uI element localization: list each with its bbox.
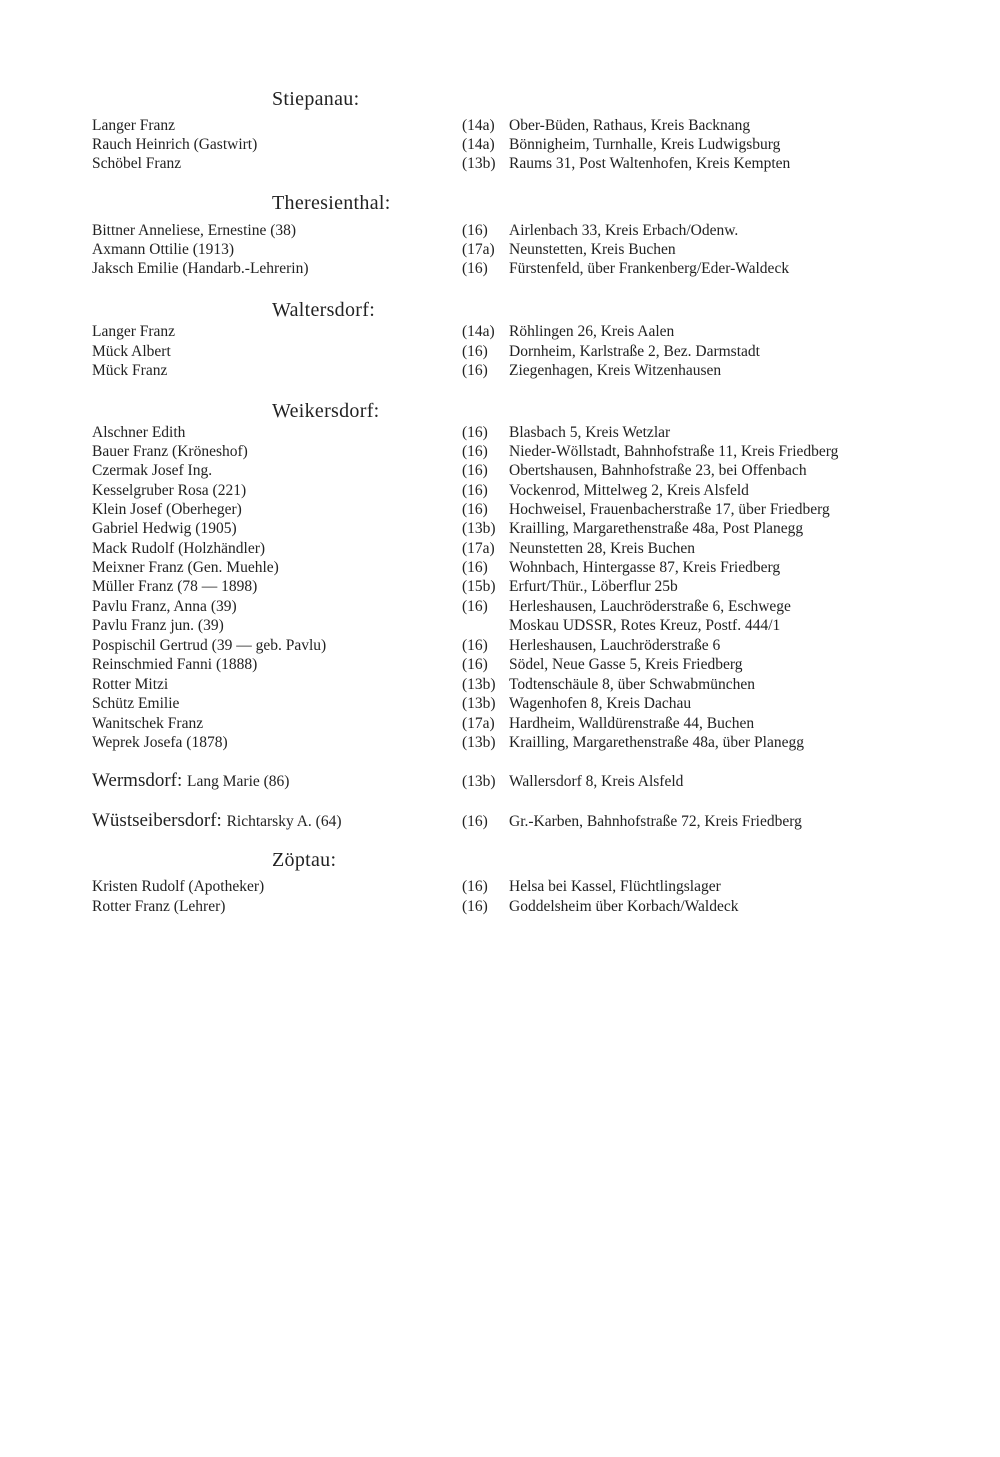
entry-name: Lang Marie (86) <box>187 773 290 790</box>
entry-name: Mück Albert <box>92 343 171 360</box>
entry-zone-code: (16) <box>462 424 488 441</box>
entry-row <box>0 578 1000 598</box>
entry-row <box>0 617 1000 637</box>
entry-address: Blasbach 5, Kreis Wetzlar <box>509 424 671 441</box>
entry-name: Richtarsky A. (64) <box>226 813 342 830</box>
entry-row <box>0 676 1000 696</box>
entry-zone-code: (16) <box>462 482 488 499</box>
entry-name: Pospischil Gertrud (39 — geb. Pavlu) <box>92 637 327 654</box>
entry-row <box>0 656 1000 676</box>
entry-zone-code: (13b) <box>462 155 496 172</box>
entry-zone-code: (16) <box>462 443 488 460</box>
entry-row <box>0 715 1000 735</box>
entry-name: Müller Franz (78 — 1898) <box>92 578 258 595</box>
section-heading-theresienthal: Theresienthal: <box>272 192 391 214</box>
entry-row <box>0 424 1000 444</box>
entry-zone-code: (16) <box>462 260 488 277</box>
entry-name: Pavlu Franz, Anna (39) <box>92 598 237 615</box>
entry-address: Hardheim, Walldürenstraße 44, Buchen <box>509 715 755 732</box>
entry-name: Czermak Josef Ing. <box>92 462 213 479</box>
entry-zone-code: (16) <box>462 813 488 830</box>
entry-address: Fürstenfeld, über Frankenberg/Eder-Waldeck <box>509 260 790 277</box>
entry-address: Herleshausen, Lauchröderstraße 6, Eschwege <box>509 598 791 615</box>
entry-name: Weprek Josefa (1878) <box>92 734 228 751</box>
entry-zone-code: (16) <box>462 878 488 895</box>
entry-address: Wohnbach, Hintergasse 87, Kreis Friedberg <box>509 559 781 576</box>
entry-name: Alschner Edith <box>92 424 186 441</box>
entry-row <box>0 260 1000 280</box>
section-heading-zoeptau: Zöptau: <box>272 849 337 871</box>
entry-row-wermsdorf <box>0 770 1000 793</box>
entry-zone-code: (13b) <box>462 734 496 751</box>
entry-row <box>0 443 1000 463</box>
entry-row <box>0 501 1000 521</box>
inline-place-heading <box>92 770 289 792</box>
entry-name: Klein Josef (Oberheger) <box>92 501 242 518</box>
entry-zone-code: (14a) <box>462 323 495 340</box>
entry-address: Gr.-Karben, Bahnhofstraße 72, Kreis Friedberg <box>509 813 802 830</box>
entry-address: Moskau UDSSR, Rotes Kreuz, Postf. 444/1 <box>509 617 781 634</box>
entry-address: Raums 31, Post Waltenhofen, Kreis Kempten <box>509 155 791 172</box>
place-name: Wermsdorf: <box>92 770 183 791</box>
entry-row <box>0 598 1000 618</box>
entry-row <box>0 155 1000 175</box>
entry-address: Neunstetten 28, Kreis Buchen <box>509 540 695 557</box>
entry-address: Ziegenhagen, Kreis Witzenhausen <box>509 362 722 379</box>
entry-name: Kesselgruber Rosa (221) <box>92 482 247 499</box>
entry-zone-code: (13b) <box>462 695 496 712</box>
entry-address: Obertshausen, Bahnhofstraße 23, bei Offenbach <box>509 462 807 479</box>
entry-address: Dornheim, Karlstraße 2, Bez. Darmstadt <box>509 343 760 360</box>
entry-address: Bönnigheim, Turnhalle, Kreis Ludwigsburg <box>509 136 781 153</box>
entry-address: Neunstetten, Kreis Buchen <box>509 241 676 258</box>
entry-address: Erfurt/Thür., Löberflur 25b <box>509 578 678 595</box>
entry-zone-code: (16) <box>462 559 488 576</box>
entry-zone-code: (16) <box>462 598 488 615</box>
entry-name: Wanitschek Franz <box>92 715 204 732</box>
entry-name: Pavlu Franz jun. (39) <box>92 617 224 634</box>
place-name: Wüstseibersdorf: <box>92 810 222 831</box>
entry-row <box>0 117 1000 137</box>
entry-name: Rauch Heinrich (Gastwirt) <box>92 136 258 153</box>
entry-row-wuestseibersdorf <box>0 810 1000 833</box>
entry-zone-code: (15b) <box>462 578 496 595</box>
entry-name: Jaksch Emilie (Handarb.-Lehrerin) <box>92 260 309 277</box>
entry-name: Schütz Emilie <box>92 695 180 712</box>
entry-name: Langer Franz <box>92 323 176 340</box>
entry-name: Rotter Franz (Lehrer) <box>92 898 226 915</box>
entry-name: Axmann Ottilie (1913) <box>92 241 235 258</box>
entry-address: Södel, Neue Gasse 5, Kreis Friedberg <box>509 656 743 673</box>
entry-address: Krailling, Margarethenstraße 48a, Post Planegg <box>509 520 804 537</box>
section-heading-weikersdorf: Weikersdorf: <box>272 400 380 422</box>
entry-name: Mück Franz <box>92 362 168 379</box>
entry-name: Meixner Franz (Gen. Muehle) <box>92 559 279 576</box>
entry-zone-code: (16) <box>462 898 488 915</box>
entry-address: Helsa bei Kassel, Flüchtlingslager <box>509 878 721 895</box>
entry-zone-code: (16) <box>462 362 488 379</box>
entry-address: Wallersdorf 8, Kreis Alsfeld <box>509 773 684 790</box>
entry-name: Schöbel Franz <box>92 155 182 172</box>
entry-address: Wagenhofen 8, Kreis Dachau <box>509 695 692 712</box>
entry-row <box>0 222 1000 242</box>
entry-row <box>0 637 1000 657</box>
entry-address: Herleshausen, Lauchröderstraße 6 <box>509 637 721 654</box>
entry-row <box>0 241 1000 261</box>
entry-address: Krailling, Margarethenstraße 48a, über Planegg <box>509 734 804 751</box>
entry-name: Rotter Mitzi <box>92 676 169 693</box>
entry-zone-code: (17a) <box>462 715 495 732</box>
entry-row <box>0 343 1000 363</box>
entry-address: Airlenbach 33, Kreis Erbach/Odenw. <box>509 222 739 239</box>
entry-zone-code: (17a) <box>462 540 495 557</box>
entry-name: Gabriel Hedwig (1905) <box>92 520 237 537</box>
entry-row <box>0 878 1000 898</box>
section-heading-stiepanau: Stiepanau: <box>272 88 360 110</box>
entry-name: Bittner Anneliese, Ernestine (38) <box>92 222 297 239</box>
entry-name: Mack Rudolf (Holzhändler) <box>92 540 266 557</box>
entry-address: Hochweisel, Frauenbacherstraße 17, über Friedberg <box>509 501 830 518</box>
entry-row <box>0 734 1000 754</box>
entry-row <box>0 362 1000 382</box>
entry-zone-code: (16) <box>462 462 488 479</box>
entry-name: Bauer Franz (Kröneshof) <box>92 443 248 460</box>
entry-name: Reinschmied Fanni (1888) <box>92 656 258 673</box>
entry-address: Nieder-Wöllstadt, Bahnhofstraße 11, Kreis Friedberg <box>509 443 839 460</box>
entry-row <box>0 898 1000 918</box>
entry-zone-code: (14a) <box>462 136 495 153</box>
entry-name: Langer Franz <box>92 117 176 134</box>
entry-row <box>0 559 1000 579</box>
entry-zone-code: (17a) <box>462 241 495 258</box>
entry-row <box>0 462 1000 482</box>
entry-zone-code: (16) <box>462 501 488 518</box>
entry-zone-code: (13b) <box>462 773 496 790</box>
entry-row <box>0 136 1000 156</box>
entry-name: Kristen Rudolf (Apotheker) <box>92 878 265 895</box>
entry-zone-code: (16) <box>462 222 488 239</box>
entry-zone-code: (16) <box>462 656 488 673</box>
entry-row <box>0 540 1000 560</box>
entry-row <box>0 520 1000 540</box>
entry-zone-code: (13b) <box>462 520 496 537</box>
entry-address: Vockenrod, Mittelweg 2, Kreis Alsfeld <box>509 482 749 499</box>
entry-address: Todtenschäule 8, über Schwabmünchen <box>509 676 755 693</box>
entry-zone-code: (14a) <box>462 117 495 134</box>
entry-address: Ober-Büden, Rathaus, Kreis Backnang <box>509 117 751 134</box>
inline-place-heading <box>92 810 342 832</box>
entry-row <box>0 323 1000 343</box>
entry-row <box>0 482 1000 502</box>
entry-row <box>0 695 1000 715</box>
section-heading-waltersdorf: Waltersdorf: <box>272 299 376 321</box>
entry-zone-code: (13b) <box>462 676 496 693</box>
entry-address: Röhlingen 26, Kreis Aalen <box>509 323 675 340</box>
entry-zone-code: (16) <box>462 343 488 360</box>
entry-zone-code: (16) <box>462 637 488 654</box>
entry-address: Goddelsheim über Korbach/Waldeck <box>509 898 739 915</box>
